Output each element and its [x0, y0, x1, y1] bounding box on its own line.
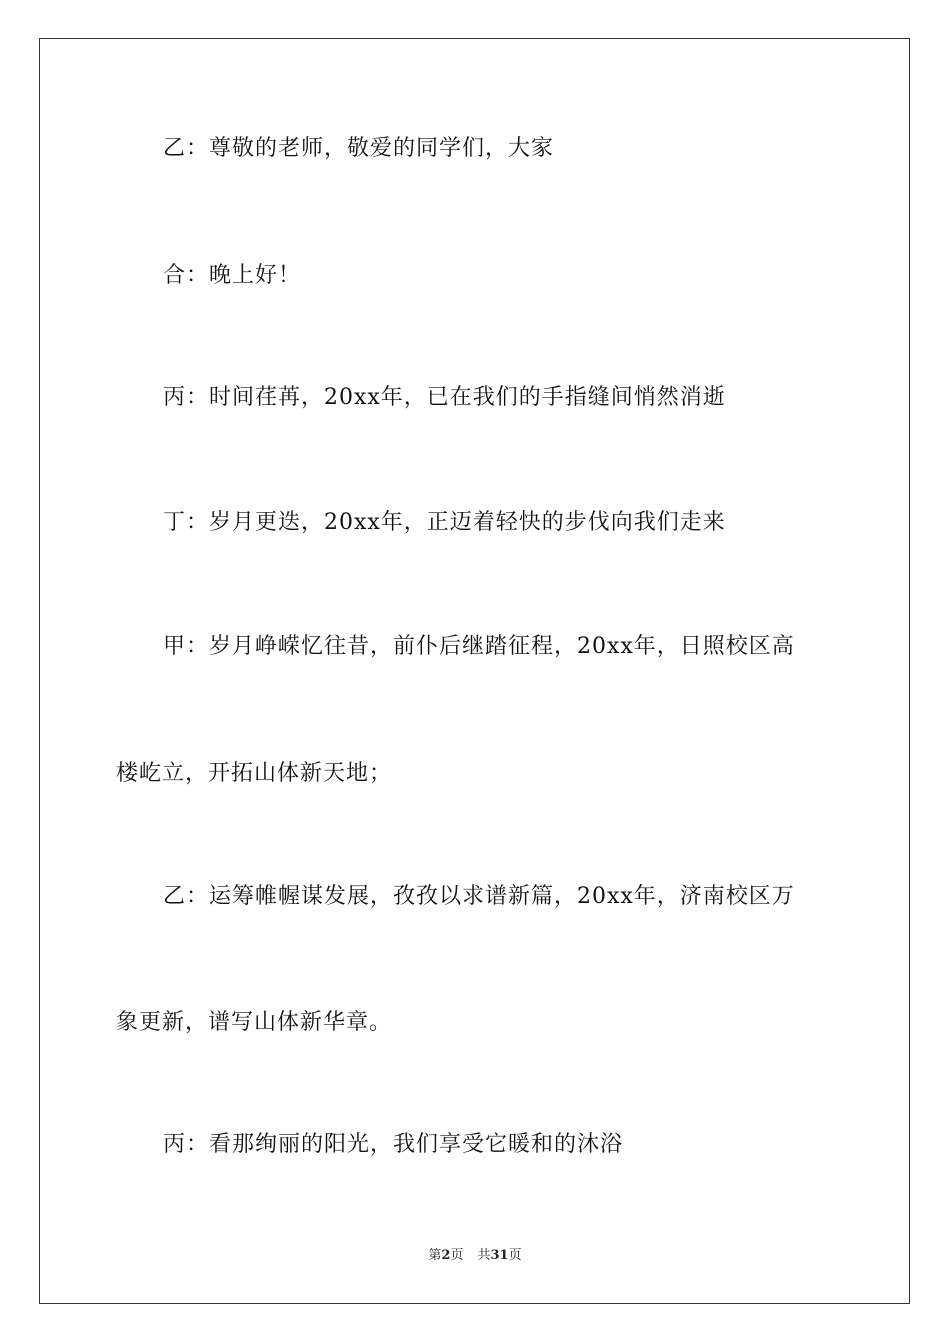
- script-line-2: 合：晚上好！: [163, 263, 302, 288]
- footer-total-pages: 31: [490, 1248, 509, 1263]
- page-frame: [39, 38, 910, 1304]
- footer-total-prefix: 共: [477, 1248, 491, 1263]
- script-line-5: 甲：岁月峥嵘忆往昔，前仆后继踏征程，20xx年，日照校区高: [163, 634, 795, 659]
- script-line-4: 丁：岁月更迭，20xx年，正迈着轻快的步伐向我们走来: [163, 510, 726, 535]
- script-line-7: 丙：看那绚丽的阳光，我们享受它暖和的沐浴: [163, 1132, 624, 1157]
- footer-page-number: 2: [441, 1248, 451, 1263]
- script-line-3: 丙：时间荏苒，20xx年，已在我们的手指缝间悄然消逝: [163, 385, 726, 410]
- script-line-6-continued: 象更新，谱写山体新华章。: [116, 1010, 393, 1035]
- script-line-1: 乙：尊敬的老师，敬爱的同学们，大家: [163, 136, 555, 161]
- page-footer: [0, 1247, 950, 1265]
- script-line-5-continued: 楼屹立，开拓山体新天地；: [116, 761, 393, 786]
- script-line-6: 乙：运筹帷幄谋发展，孜孜以求谱新篇，20xx年，济南校区万: [163, 884, 795, 909]
- footer-total-suffix: 页: [508, 1248, 522, 1263]
- footer-page-suffix: 页: [450, 1248, 464, 1263]
- footer-page-prefix: 第: [428, 1248, 442, 1263]
